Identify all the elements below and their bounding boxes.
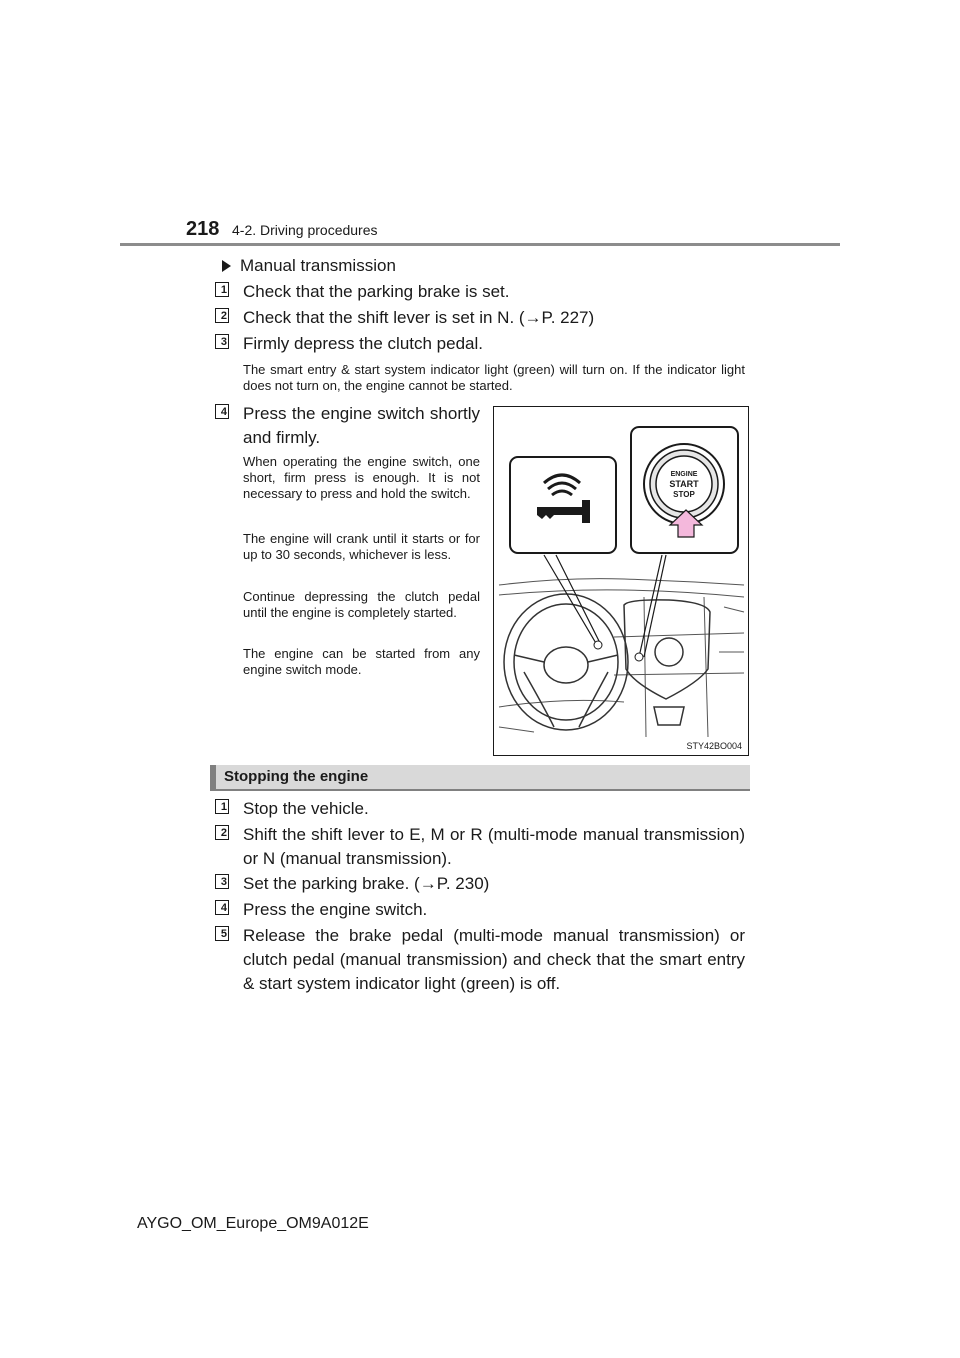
heading-accent: [210, 765, 216, 789]
step-number-4: 4: [215, 404, 229, 419]
header-rule: [120, 243, 840, 246]
stopping-heading: Stopping the engine: [224, 768, 369, 785]
manual-transmission-label: Manual transmission: [240, 256, 396, 275]
stop-step-number-2: 2: [215, 825, 229, 840]
step-4-note-2: The engine will crank until it starts or for up to 30 seconds, whichever is less.: [243, 531, 480, 562]
stopping-heading-bar: [210, 765, 750, 791]
center-console: [624, 600, 710, 725]
steering-wheel: [504, 594, 628, 730]
manual-transmission-heading: [222, 256, 396, 276]
step-4-note-3: Continue depressing the clutch pedal until the engine is completely started.: [243, 589, 480, 620]
button-label-stop: STOP: [673, 490, 695, 499]
section-title: 4-2. Driving procedures: [232, 222, 378, 238]
dashboard-drawing: [494, 407, 749, 756]
button-label-start: START: [669, 479, 699, 489]
document-id: AYGO_OM_Europe_OM9A012E: [137, 1215, 369, 1232]
step-number-2: 2: [215, 308, 229, 323]
step-text-3: Firmly depress the clutch pedal.: [243, 334, 483, 353]
triangle-bullet-icon: [222, 260, 231, 272]
stop-step-number-1: 1: [215, 799, 229, 814]
engine-switch-illustration: [493, 406, 749, 756]
stop-step-number-3: 3: [215, 874, 229, 889]
indicator-location-dot: [594, 641, 602, 649]
step-text-4: Press the engine switch shortly and firmly.: [243, 404, 480, 447]
step-number-1: 1: [215, 282, 229, 297]
stop-step-text-1: Stop the vehicle.: [243, 799, 369, 818]
stop-step-text-5: Release the brake pedal (multi-mode manual transmission) or clutch pedal (manual transmission) and check that the smart entry & start system indicator light (green) is off.: [243, 926, 745, 993]
stop-step-text-4: Press the engine switch.: [243, 900, 428, 919]
switch-location-dot: [635, 653, 643, 661]
step-text-1: Check that the parking brake is set.: [243, 282, 510, 301]
step-number-3: 3: [215, 334, 229, 349]
step-3-note: The smart entry & start system indicator light (green) will turn on. If the indicator light does not turn on, the engine cannot be started.: [243, 362, 745, 393]
step-4-note-4: The engine can be started from any engine switch mode.: [243, 646, 480, 677]
figure-id: STY42BO004: [686, 741, 742, 751]
stop-step-number-4: 4: [215, 900, 229, 915]
stop-step-number-5: 5: [215, 926, 229, 941]
stop-step-text-2: Shift the shift lever to E, M or R (multi-mode manual transmission) or N (manual transmission).: [243, 825, 745, 868]
step-text-2: Check that the shift lever is set in N. (→P. 227): [243, 308, 595, 327]
step-4-note-1: When operating the engine switch, one short, firm press is enough. It is not necessary to press and hold the switch.: [243, 454, 480, 501]
button-label-engine: ENGINE: [670, 471, 698, 478]
page-number: 218: [186, 218, 220, 240]
stop-step-text-3: Set the parking brake. (→P. 230): [243, 874, 490, 893]
callout-lines: [544, 555, 666, 657]
indicator-callout-box: [510, 457, 616, 553]
